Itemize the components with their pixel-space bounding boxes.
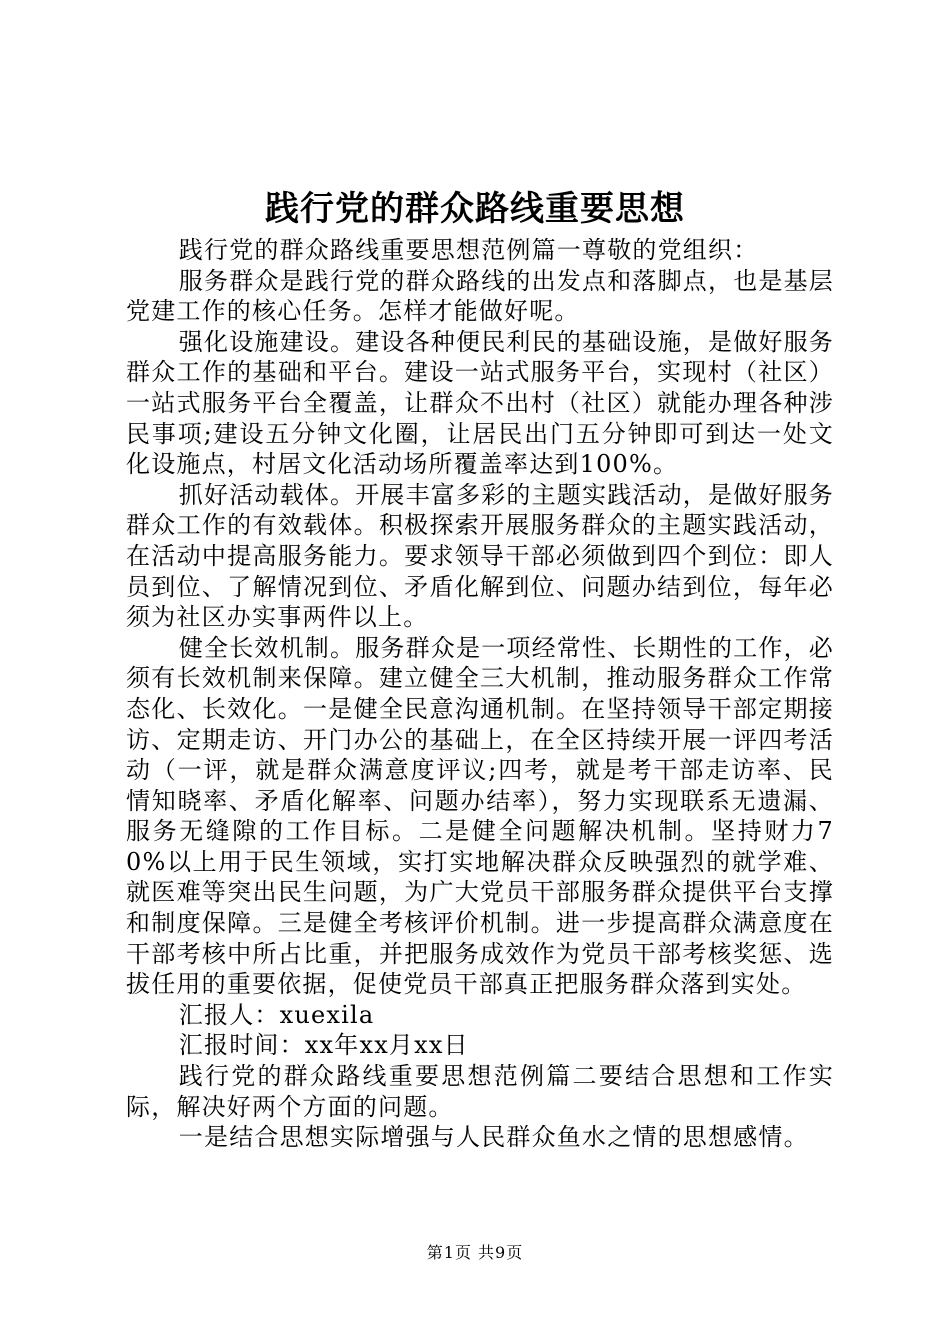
paragraph: 服务群众是践行党的群众路线的出发点和落脚点，也是基层党建工作的核心任务。怎样才能做好呢。 xyxy=(126,266,834,326)
paragraph: 健全长效机制。服务群众是一项经常性、长期性的工作，必须有长效机制来保障。建立健全三大机制，推动服务群众工作常态化、长效化。一是健全民意沟通机制。在坚持领导干部定期接访、定期走访、开门办公的基础上，在全区持续开展一评四考活动（一评，就是群众满意度评议;四考，就是考干部走访率、民情知晓率、矛盾化解率、问题办结率），努力实现联系无遗漏、服务无缝隙的工作目标。二是健全问题解决机制。坚持财力70%以上用于民生领域，实打实地解决群众反映强烈的就学难、就医难等突出民生问题，为广大党员干部服务群众提供平台支撑和制度保障。三是健全考核评价机制。进一步提高群众满意度在干部考核中所占比重，并把服务成效作为党员干部考核奖惩、选拔任用的重要依据，促使党员干部真正把服务群众落到实处。 xyxy=(126,633,834,999)
page-number-footer: 第1页 共9页 xyxy=(426,1243,524,1262)
reporter-line: 汇报人：xuexila xyxy=(178,1000,375,1029)
document-title: 践行党的群众路线重要思想 xyxy=(265,189,685,229)
paragraph: 一是结合思想实际增强与人民群众鱼水之情的思想感情。 xyxy=(178,1123,809,1152)
paragraph: 强化设施建设。建设各种便民利民的基础设施，是做好服务群众工作的基础和平台。建设一站式服务平台，实现村（社区）一站式服务平台全覆盖，让群众不出村（社区）就能办理各种涉民事项;建设五分钟文化圈，让居民出门五分钟即可到达一处文化设施点，村居文化活动场所覆盖率达到100%。 xyxy=(126,327,834,479)
paragraph: 抓好活动载体。开展丰富多彩的主题实践活动，是做好服务群众工作的有效载体。积极探索开展服务群众的主题实践活动，在活动中提高服务能力。要求领导干部必须做到四个到位：即人员到位、了解情况到位、矛盾化解到位、问题办结到位，每年必须为社区办实事两件以上。 xyxy=(126,480,834,632)
paragraph: 践行党的群众路线重要思想范例篇一尊敬的党组织： xyxy=(178,236,759,264)
document-body xyxy=(126,235,834,1153)
paragraph: 践行党的群众路线重要思想范例篇二要结合思想和工作实际，解决好两个方面的问题。 xyxy=(126,1062,834,1121)
report-date-line: 汇报时间：xx年xx月xx日 xyxy=(178,1031,469,1060)
